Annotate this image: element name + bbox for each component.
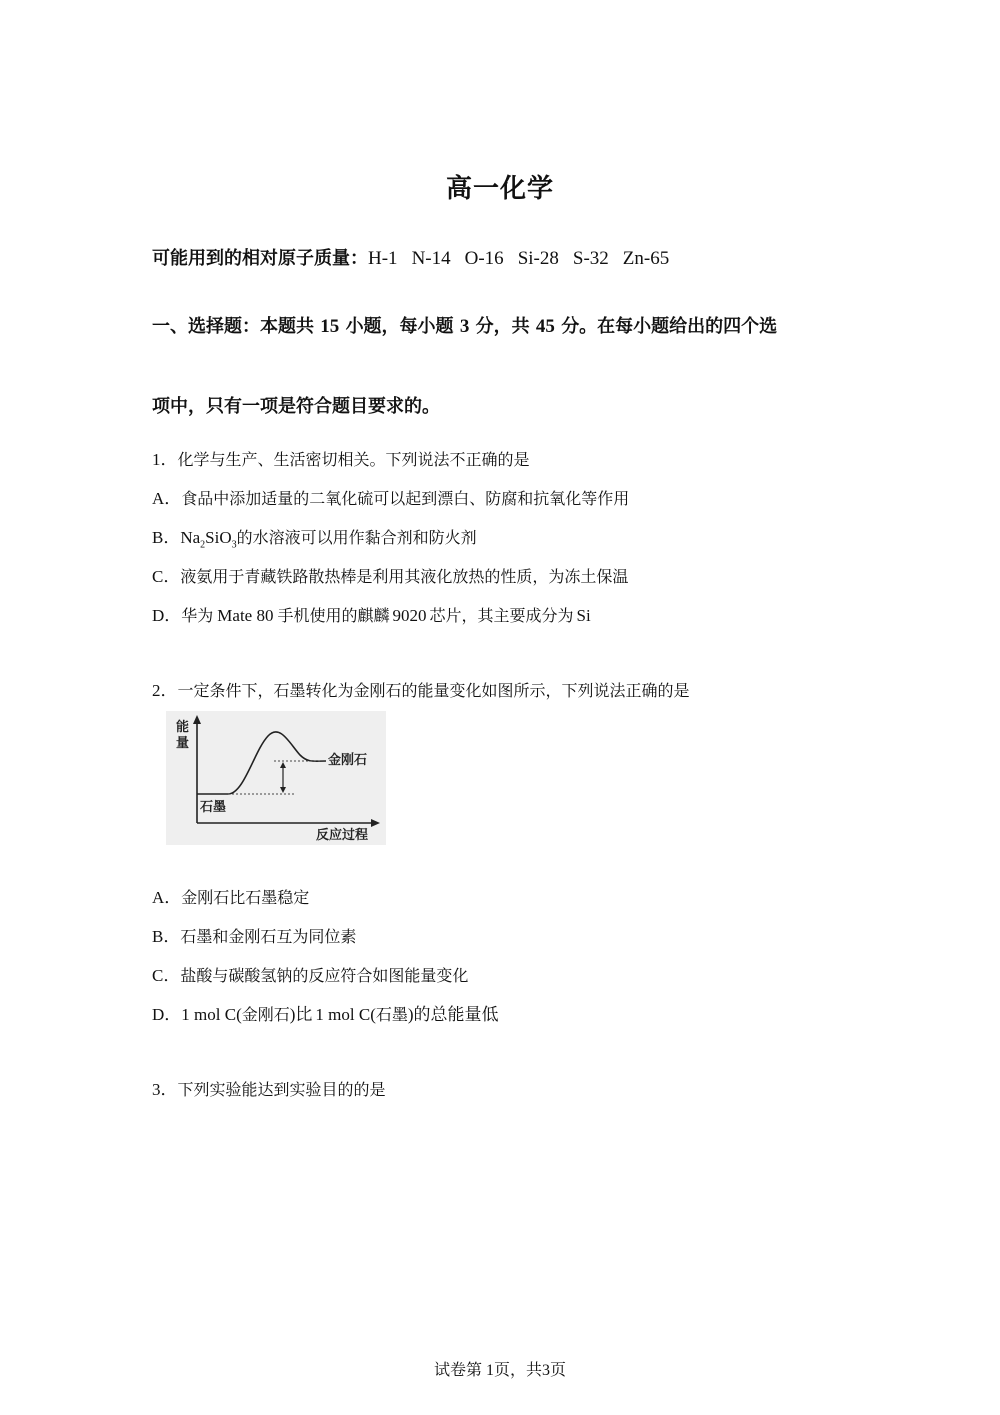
y-axis-label-1: 能 <box>176 720 190 735</box>
q1-option-d-model: Mate 80 <box>217 606 274 625</box>
atom-h: H-1 <box>368 248 398 269</box>
q2-option-c <box>152 961 468 986</box>
x-axis-label: 反应过程 <box>316 828 369 843</box>
q2-option-d-part3: )比 <box>289 1005 313 1024</box>
q2-stem <box>152 676 690 701</box>
q2-option-d-graphite: 石墨 <box>375 1005 408 1024</box>
q1-option-b-label: B． <box>152 528 181 547</box>
q2-option-c-text: 盐酸与碳酸氢钠的反应符合如图能量变化 <box>180 966 469 985</box>
q3-number: 3． <box>152 1080 178 1099</box>
y-axis-label-2: 量 <box>176 736 190 751</box>
q2-option-a <box>152 883 309 908</box>
atomic-masses-list <box>368 248 683 269</box>
q2-option-d-part6: )的总能量低 <box>407 1005 499 1024</box>
section1-heading-line2: 项中，只有一项是符合题目要求的。 <box>152 396 440 417</box>
atom-s: S-32 <box>572 248 609 269</box>
energy-gap-arrow-top <box>280 762 286 768</box>
q1-option-d-text3: 芯片，其主要成分为 <box>429 606 574 625</box>
q2-option-a-text: 金刚石比石墨稳定 <box>181 888 310 907</box>
q1-option-d-text1: 华为 <box>181 606 214 625</box>
x-axis-arrow <box>371 819 380 827</box>
energy-gap-arrow-bottom <box>280 787 286 793</box>
q1-option-d-text2: 手机使用的麒麟 <box>277 606 390 625</box>
q1-option-d-si: Si <box>576 606 591 625</box>
graphite-label: 石墨 <box>200 800 227 815</box>
section1-num-questions: 15 <box>320 316 340 337</box>
page-title: 高一化学 <box>445 174 554 204</box>
q1-option-d-label: D． <box>152 606 182 625</box>
q1-option-d-chip: 9020 <box>392 606 427 625</box>
q3-stem-text: 下列实验能达到实验目的的是 <box>177 1080 386 1099</box>
q1-option-c-label: C． <box>152 567 181 586</box>
section1-text-b: 小题，每小题 <box>345 316 454 337</box>
diamond-label: 金刚石 <box>328 753 368 768</box>
q1-option-c <box>152 562 628 587</box>
q2-option-d-part4: 1 mol C( <box>315 1005 376 1024</box>
energy-diagram <box>166 711 386 845</box>
energy-diagram-svg <box>166 711 386 845</box>
q1-stem <box>152 445 530 470</box>
q2-option-d-part1: 1 mol C( <box>181 1005 242 1024</box>
section1-text-a: 一、选择题：本题共 <box>152 316 314 337</box>
q2-option-c-label: C． <box>152 966 181 985</box>
q2-option-b <box>152 922 356 947</box>
atom-zn: Zn-65 <box>622 248 670 269</box>
atom-n: N-14 <box>411 248 451 269</box>
q2-number: 2． <box>152 681 178 700</box>
atom-o: O-16 <box>464 248 504 269</box>
q1-option-a-label: A． <box>152 489 182 508</box>
q1-option-b-formula: $Na_2SiO_3$ <box>180 528 237 551</box>
atom-si: Si-28 <box>517 248 559 269</box>
section1-text-d: 分。在每小题给出的四个选 <box>561 316 778 337</box>
q1-option-b-text: 的水溶液可以用作黏合剂和防火剂 <box>236 528 477 547</box>
q1-number: 1． <box>152 450 178 469</box>
page-footer: 试卷第 1页，共3页 <box>433 1362 566 1379</box>
q2-option-d-diamond: 金刚石 <box>241 1005 290 1024</box>
q2-option-b-text: 石墨和金刚石互为同位素 <box>180 927 357 946</box>
energy-curve <box>197 732 326 794</box>
q2-stem-text: 一定条件下，石墨转化为金刚石的能量变化如图所示，下列说法正确的是 <box>177 681 690 700</box>
q2-option-b-label: B． <box>152 927 181 946</box>
q1-option-b <box>152 523 477 550</box>
atomic-masses <box>152 244 683 270</box>
section1-text-c: 分，共 <box>475 316 530 337</box>
y-axis-arrow <box>193 715 201 724</box>
q1-option-c-text: 液氨用于青藏铁路散热棒是利用其液化放热的性质，为冻土保温 <box>180 567 629 586</box>
q1-option-a-text: 食品中添加适量的二氧化硫可以起到漂白、防腐和抗氧化等作用 <box>181 489 630 508</box>
atomic-masses-label: 可能用到的相对原子质量： <box>152 248 368 269</box>
section1-num-total: 45 <box>535 316 555 337</box>
q2-option-d-label: D． <box>152 1005 182 1024</box>
q1-option-d <box>152 601 591 626</box>
q2-option-a-label: A． <box>152 888 182 907</box>
q1-option-a <box>152 484 629 509</box>
q1-stem-text: 化学与生产、生活密切相关。下列说法不正确的是 <box>177 450 530 469</box>
section1-heading-line1 <box>152 312 777 338</box>
q2-option-d <box>152 1000 499 1025</box>
section1-num-points: 3 <box>459 316 470 337</box>
q3-stem <box>152 1075 386 1100</box>
